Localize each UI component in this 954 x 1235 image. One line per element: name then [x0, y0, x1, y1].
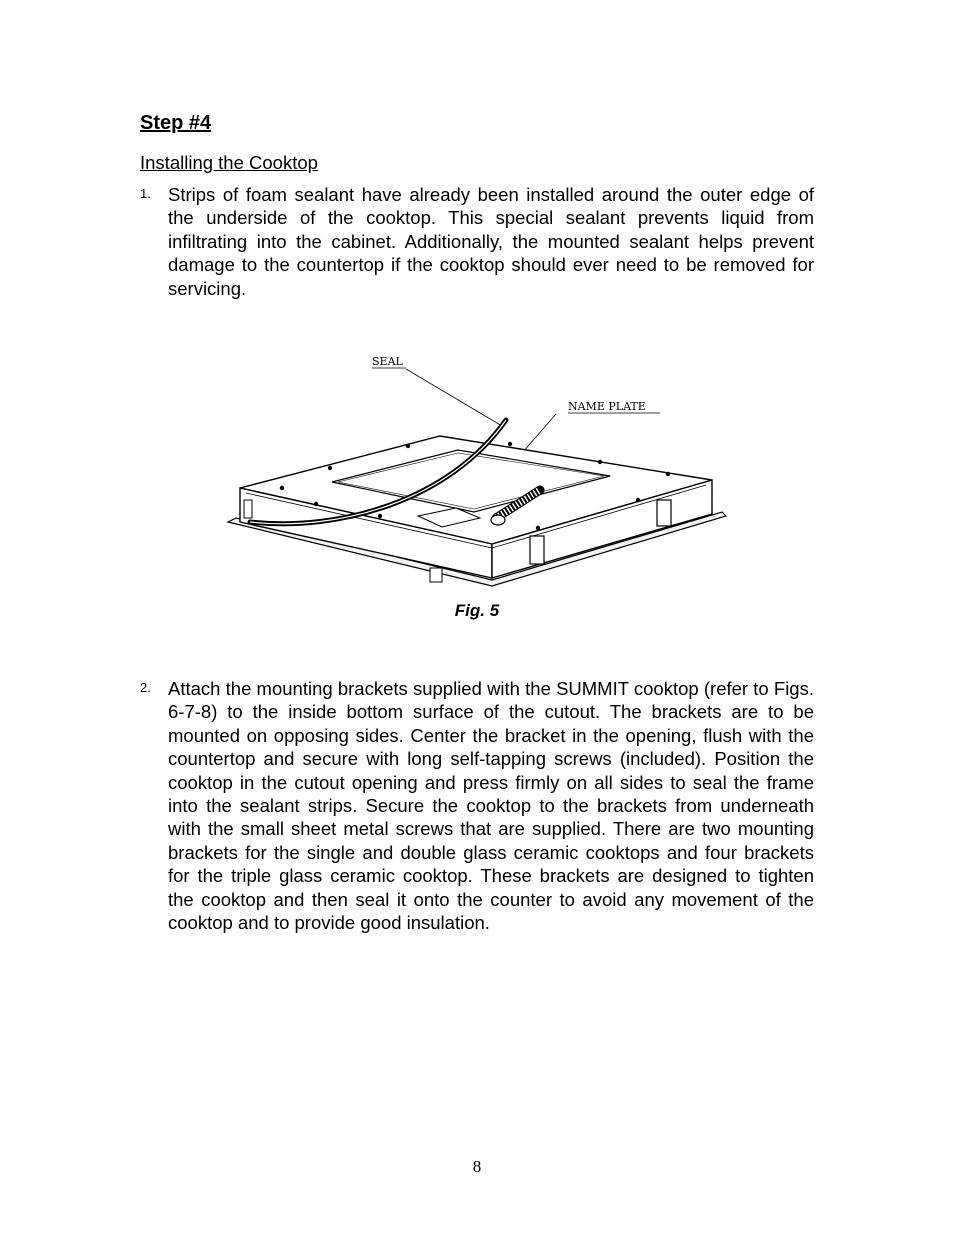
side-bracket: [657, 500, 671, 526]
list-item-number: 1.: [140, 186, 151, 201]
cable-connector: [491, 515, 505, 525]
page-number: 8: [472, 1157, 482, 1176]
name-plate-callout-label: NAME PLATE: [568, 400, 646, 413]
list-item: [140, 677, 814, 934]
side-bracket: [530, 536, 544, 564]
section-subheading: Installing the Cooktop: [140, 152, 318, 173]
seal-leader-line: [406, 369, 502, 426]
cooktop-underside-figure: [220, 340, 730, 590]
figure-caption: Fig. 5: [454, 601, 500, 620]
list-item-number: 2.: [140, 680, 151, 695]
list-item-text: Strips of foam sealant have already been installed around the outer edge of the underside of the cooktop. This special sealant prevents liquid from infiltrating into the cabinet. Additionally, the mounted sealant helps prevent damage to the countertop if the cooktop should ever need to be removed for servicing.: [168, 184, 814, 299]
cooktop-diagram: [220, 340, 730, 590]
seal-callout-label: SEAL: [372, 355, 403, 368]
list-item: [140, 183, 814, 300]
list-item-text: Attach the mounting brackets supplied with the SUMMIT cooktop (refer to Figs. 6-7-8) to the inside bottom surface of the cutout. The brackets are to be mounted on opposing sides. Center the bracket in the opening, flush with the countertop and secure with long self-tapping screws (included). Position the cooktop in the cutout opening and press firmly on all sides to seal the frame into the sealant strips. Secure the cooktop to the brackets from underneath with the small sheet metal screws that are supplied. There are two mounting brackets for the single and double glass ceramic cooktops and four brackets for the triple glass ceramic cooktop. These brackets are designed to tighten the cooktop and then seal it onto the counter to avoid any movement of the cooktop and to provide good insulation.: [168, 678, 814, 934]
step-heading: Step #4: [140, 112, 212, 134]
